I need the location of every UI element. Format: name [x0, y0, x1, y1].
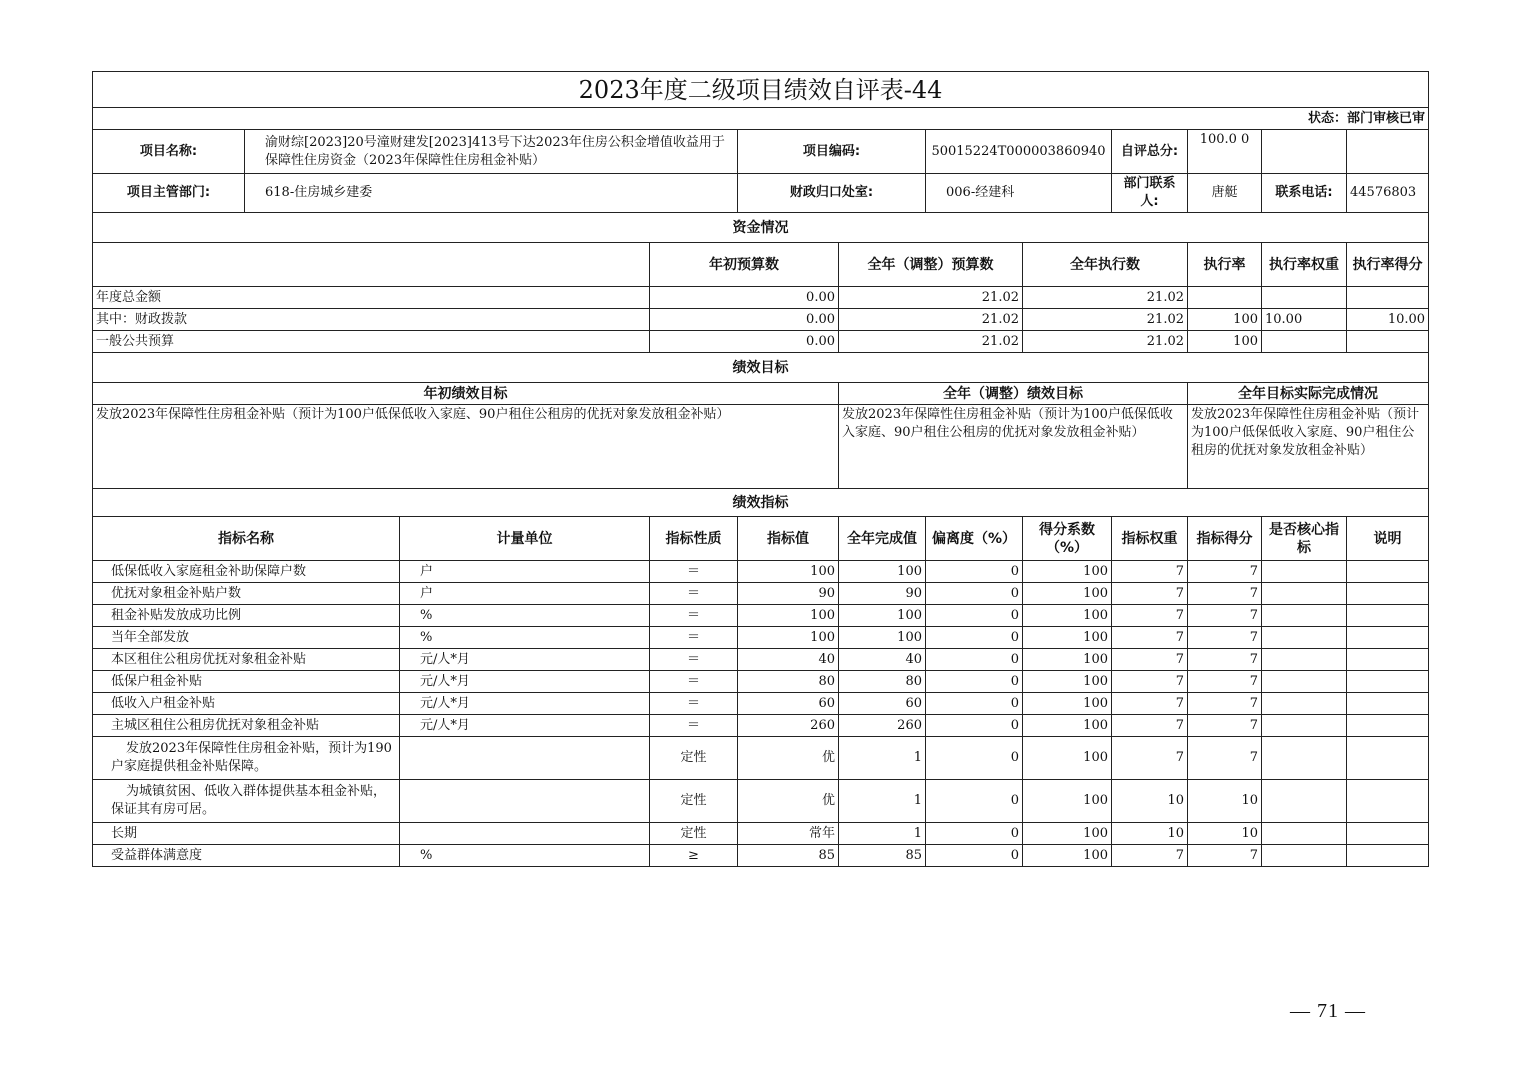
funds-row-rate: 100: [1188, 331, 1262, 353]
indicator-core: [1262, 605, 1347, 627]
indicator-name: 低收入户租金补贴: [93, 693, 400, 715]
indicator-row: [93, 671, 1429, 693]
indicator-weight: 10: [1112, 780, 1188, 823]
indicator-deviation: 0: [926, 649, 1023, 671]
indicator-coef: 100: [1023, 823, 1112, 845]
indicator-row: [93, 649, 1429, 671]
funds-row-weight: 10.00: [1262, 309, 1347, 331]
indicator-unit: [400, 737, 650, 780]
indicator-coef: 100: [1023, 605, 1112, 627]
indicator-coef: 100: [1023, 671, 1112, 693]
indicator-unit: 户: [400, 561, 650, 583]
indicator-note: [1347, 605, 1429, 627]
funds-header-adj: 全年（调整）预算数: [839, 243, 1023, 287]
indicator-value: 90: [738, 583, 839, 605]
indicators-section-title: 绩效指标: [93, 489, 1429, 517]
indicator-core: [1262, 693, 1347, 715]
indicator-deviation: 0: [926, 845, 1023, 867]
indicator-complete: 260: [839, 715, 926, 737]
indicator-name: 发放2023年保障性住房租金补贴，预计为190户家庭提供租金补贴保障。: [93, 737, 400, 780]
finance-label: 财政归口处室:: [738, 174, 926, 213]
indicator-deviation: 0: [926, 627, 1023, 649]
indicator-unit: 元/人*月: [400, 693, 650, 715]
indicator-score: 10: [1188, 823, 1262, 845]
indicator-core: [1262, 671, 1347, 693]
funds-row-exec: 21.02: [1023, 331, 1188, 353]
funds-row: [93, 287, 1429, 309]
indicator-deviation: 0: [926, 671, 1023, 693]
indicator-complete: 85: [839, 845, 926, 867]
indicator-weight: 7: [1112, 649, 1188, 671]
indicator-value: 优: [738, 780, 839, 823]
indicator-core: [1262, 583, 1347, 605]
goal-actual: 发放2023年保障性住房租金补贴（预计为100户低保低收入家庭、90户租住公租房的优抚对象发放租金补贴）: [1188, 405, 1429, 489]
ind-header-note: 说明: [1347, 517, 1429, 561]
indicator-coef: 100: [1023, 649, 1112, 671]
indicator-row: [93, 780, 1429, 823]
indicator-coef: 100: [1023, 737, 1112, 780]
indicator-weight: 7: [1112, 627, 1188, 649]
indicator-name: 低保户租金补贴: [93, 671, 400, 693]
funds-header-weight: 执行率权重: [1262, 243, 1347, 287]
indicator-score: 10: [1188, 780, 1262, 823]
indicator-complete: 100: [839, 627, 926, 649]
indicator-unit: 元/人*月: [400, 649, 650, 671]
total-score: 100.0 0: [1188, 130, 1262, 174]
funds-row-name: 年度总金额: [93, 287, 650, 309]
finance-value: 006-经建科: [926, 174, 1112, 213]
indicator-value: 80: [738, 671, 839, 693]
indicator-weight: 7: [1112, 671, 1188, 693]
funds-row-weight: [1262, 287, 1347, 309]
funds-row-name: 一般公共预算: [93, 331, 650, 353]
indicator-deviation: 0: [926, 693, 1023, 715]
funds-row-rate: [1188, 287, 1262, 309]
indicator-deviation: 0: [926, 583, 1023, 605]
indicator-score: 7: [1188, 649, 1262, 671]
indicator-coef: 100: [1023, 583, 1112, 605]
indicator-score: 7: [1188, 737, 1262, 780]
indicator-value: 100: [738, 605, 839, 627]
indicator-complete: 80: [839, 671, 926, 693]
indicator-complete: 100: [839, 561, 926, 583]
goals-header-actual: 全年目标实际完成情况: [1188, 383, 1429, 405]
indicator-unit: %: [400, 605, 650, 627]
indicator-note: [1347, 845, 1429, 867]
funds-header-score: 执行率得分: [1347, 243, 1429, 287]
indicator-weight: 7: [1112, 693, 1188, 715]
indicator-nature: 定性: [650, 780, 738, 823]
indicator-nature: ＝: [650, 561, 738, 583]
indicator-core: [1262, 715, 1347, 737]
indicator-core: [1262, 649, 1347, 671]
indicator-name: 受益群体满意度: [93, 845, 400, 867]
indicator-name: 本区租住公租房优抚对象租金补贴: [93, 649, 400, 671]
indicator-coef: 100: [1023, 715, 1112, 737]
funds-section-title: 资金情况: [93, 213, 1429, 243]
funds-header-init: 年初预算数: [650, 243, 839, 287]
indicator-weight: 7: [1112, 561, 1188, 583]
ind-header-nature: 指标性质: [650, 517, 738, 561]
indicator-score: 7: [1188, 715, 1262, 737]
project-name: 渝财综[2023]20号潼财建发[2023]413号下达2023年住房公积金增值收益用于保障性住房资金（2023年保障性住房租金补贴）: [245, 130, 738, 174]
score-label: 自评总分:: [1112, 130, 1188, 174]
funds-row-name: 其中：财政拨款: [93, 309, 650, 331]
ind-header-unit: 计量单位: [400, 517, 650, 561]
indicator-nature: ＝: [650, 649, 738, 671]
indicator-row: [93, 583, 1429, 605]
indicator-unit: 元/人*月: [400, 715, 650, 737]
indicator-complete: 100: [839, 605, 926, 627]
ind-header-core: 是否核心指标: [1262, 517, 1347, 561]
indicator-unit: 户: [400, 583, 650, 605]
indicator-weight: 7: [1112, 737, 1188, 780]
indicator-weight: 7: [1112, 583, 1188, 605]
indicator-nature: ≥: [650, 845, 738, 867]
funds-row-rate: 100: [1188, 309, 1262, 331]
indicator-unit: %: [400, 627, 650, 649]
status-text: 状态：部门审核已审: [93, 108, 1429, 130]
funds-row-init: 0.00: [650, 287, 839, 309]
indicator-name: 低保低收入家庭租金补助保障户数: [93, 561, 400, 583]
indicator-coef: 100: [1023, 561, 1112, 583]
funds-row-adj: 21.02: [839, 287, 1023, 309]
goals-header-init: 年初绩效目标: [93, 383, 839, 405]
funds-header-exec: 全年执行数: [1023, 243, 1188, 287]
goal-initial: 发放2023年保障性住房租金补贴（预计为100户低保低收入家庭、90户租住公租房的优抚对象发放租金补贴）: [93, 405, 839, 489]
funds-row: [93, 331, 1429, 353]
goals-section-title: 绩效目标: [93, 353, 1429, 383]
indicator-deviation: 0: [926, 605, 1023, 627]
indicator-complete: 60: [839, 693, 926, 715]
indicator-deviation: 0: [926, 561, 1023, 583]
phone-value: 44576803: [1347, 174, 1429, 213]
indicator-nature: ＝: [650, 583, 738, 605]
indicator-deviation: 0: [926, 737, 1023, 780]
funds-row-score: [1347, 331, 1429, 353]
indicator-value: 60: [738, 693, 839, 715]
indicator-score: 7: [1188, 845, 1262, 867]
page-number: — 71 —: [1290, 1000, 1366, 1022]
indicator-nature: ＝: [650, 605, 738, 627]
indicator-note: [1347, 561, 1429, 583]
ind-header-weight: 指标权重: [1112, 517, 1188, 561]
indicator-note: [1347, 737, 1429, 780]
indicator-core: [1262, 823, 1347, 845]
ind-header-score: 指标得分: [1188, 517, 1262, 561]
goals-header-adj: 全年（调整）绩效目标: [839, 383, 1188, 405]
indicator-score: 7: [1188, 583, 1262, 605]
indicator-complete: 1: [839, 823, 926, 845]
indicator-note: [1347, 583, 1429, 605]
project-code: 50015224T000003860940: [926, 130, 1112, 174]
indicator-value: 100: [738, 627, 839, 649]
indicator-nature: 定性: [650, 823, 738, 845]
indicator-score: 7: [1188, 561, 1262, 583]
indicator-weight: 7: [1112, 605, 1188, 627]
indicator-score: 7: [1188, 671, 1262, 693]
indicator-row: [93, 823, 1429, 845]
indicator-note: [1347, 780, 1429, 823]
indicator-deviation: 0: [926, 780, 1023, 823]
indicator-row: [93, 715, 1429, 737]
indicator-score: 7: [1188, 693, 1262, 715]
indicator-score: 7: [1188, 605, 1262, 627]
indicator-deviation: 0: [926, 715, 1023, 737]
indicator-nature: ＝: [650, 671, 738, 693]
indicator-complete: 40: [839, 649, 926, 671]
ind-header-name: 指标名称: [93, 517, 400, 561]
indicator-core: [1262, 737, 1347, 780]
indicator-weight: 7: [1112, 845, 1188, 867]
indicator-row: [93, 737, 1429, 780]
indicator-nature: ＝: [650, 715, 738, 737]
indicator-value: 100: [738, 561, 839, 583]
contact-value: 唐艇: [1188, 174, 1262, 213]
indicator-complete: 90: [839, 583, 926, 605]
indicator-weight: 10: [1112, 823, 1188, 845]
indicator-note: [1347, 823, 1429, 845]
ind-header-coef: 得分系数（%）: [1023, 517, 1112, 561]
funds-row-adj: 21.02: [839, 309, 1023, 331]
indicator-value: 常年: [738, 823, 839, 845]
indicator-core: [1262, 561, 1347, 583]
indicator-core: [1262, 627, 1347, 649]
indicator-coef: 100: [1023, 780, 1112, 823]
indicator-nature: ＝: [650, 693, 738, 715]
project-code-label: 项目编码:: [738, 130, 926, 174]
funds-row-score: [1347, 287, 1429, 309]
ind-header-deviation: 偏离度（%）: [926, 517, 1023, 561]
project-name-label: 项目名称:: [93, 130, 245, 174]
indicator-row: [93, 561, 1429, 583]
performance-table: [92, 71, 1429, 867]
indicator-core: [1262, 845, 1347, 867]
funds-row-adj: 21.02: [839, 331, 1023, 353]
funds-row-weight: [1262, 331, 1347, 353]
funds-row-init: 0.00: [650, 309, 839, 331]
indicator-nature: ＝: [650, 627, 738, 649]
funds-row-score: 10.00: [1347, 309, 1429, 331]
indicator-name: 优抚对象租金补贴户数: [93, 583, 400, 605]
indicator-unit: 元/人*月: [400, 671, 650, 693]
ind-header-value: 指标值: [738, 517, 839, 561]
indicator-name: 长期: [93, 823, 400, 845]
funds-row-exec: 21.02: [1023, 287, 1188, 309]
funds-header-rate: 执行率: [1188, 243, 1262, 287]
indicator-note: [1347, 649, 1429, 671]
indicator-deviation: 0: [926, 823, 1023, 845]
indicator-score: 7: [1188, 627, 1262, 649]
funds-row-init: 0.00: [650, 331, 839, 353]
goal-adjusted: 发放2023年保障性住房租金补贴（预计为100户低保低收入家庭、90户租住公租房的优抚对象发放租金补贴）: [839, 405, 1188, 489]
indicator-complete: 1: [839, 780, 926, 823]
indicator-value: 85: [738, 845, 839, 867]
indicator-row: [93, 605, 1429, 627]
indicator-name: 当年全部发放: [93, 627, 400, 649]
indicator-coef: 100: [1023, 693, 1112, 715]
indicator-note: [1347, 715, 1429, 737]
indicator-value: 40: [738, 649, 839, 671]
dept-value: 618-住房城乡建委: [245, 174, 738, 213]
indicator-note: [1347, 693, 1429, 715]
indicator-complete: 1: [839, 737, 926, 780]
ind-header-complete: 全年完成值: [839, 517, 926, 561]
indicator-coef: 100: [1023, 627, 1112, 649]
indicator-name: 主城区租住公租房优抚对象租金补贴: [93, 715, 400, 737]
dept-label: 项目主管部门:: [93, 174, 245, 213]
page-title: 2023年度二级项目绩效自评表-44: [93, 72, 1429, 108]
indicator-row: [93, 845, 1429, 867]
indicator-coef: 100: [1023, 845, 1112, 867]
funds-row-exec: 21.02: [1023, 309, 1188, 331]
contact-label: 部门联系人:: [1112, 174, 1188, 213]
indicator-unit: [400, 780, 650, 823]
indicator-core: [1262, 780, 1347, 823]
indicator-name: 为城镇贫困、低收入群体提供基本租金补贴，保证其有房可居。: [93, 780, 400, 823]
indicator-value: 260: [738, 715, 839, 737]
indicator-row: [93, 693, 1429, 715]
indicator-unit: [400, 823, 650, 845]
indicator-value: 优: [738, 737, 839, 780]
phone-label: 联系电话:: [1262, 174, 1347, 213]
indicator-note: [1347, 627, 1429, 649]
funds-row: [93, 309, 1429, 331]
indicator-note: [1347, 671, 1429, 693]
indicator-row: [93, 627, 1429, 649]
indicator-weight: 7: [1112, 715, 1188, 737]
indicator-name: 租金补贴发放成功比例: [93, 605, 400, 627]
indicator-unit: %: [400, 845, 650, 867]
indicator-nature: 定性: [650, 737, 738, 780]
